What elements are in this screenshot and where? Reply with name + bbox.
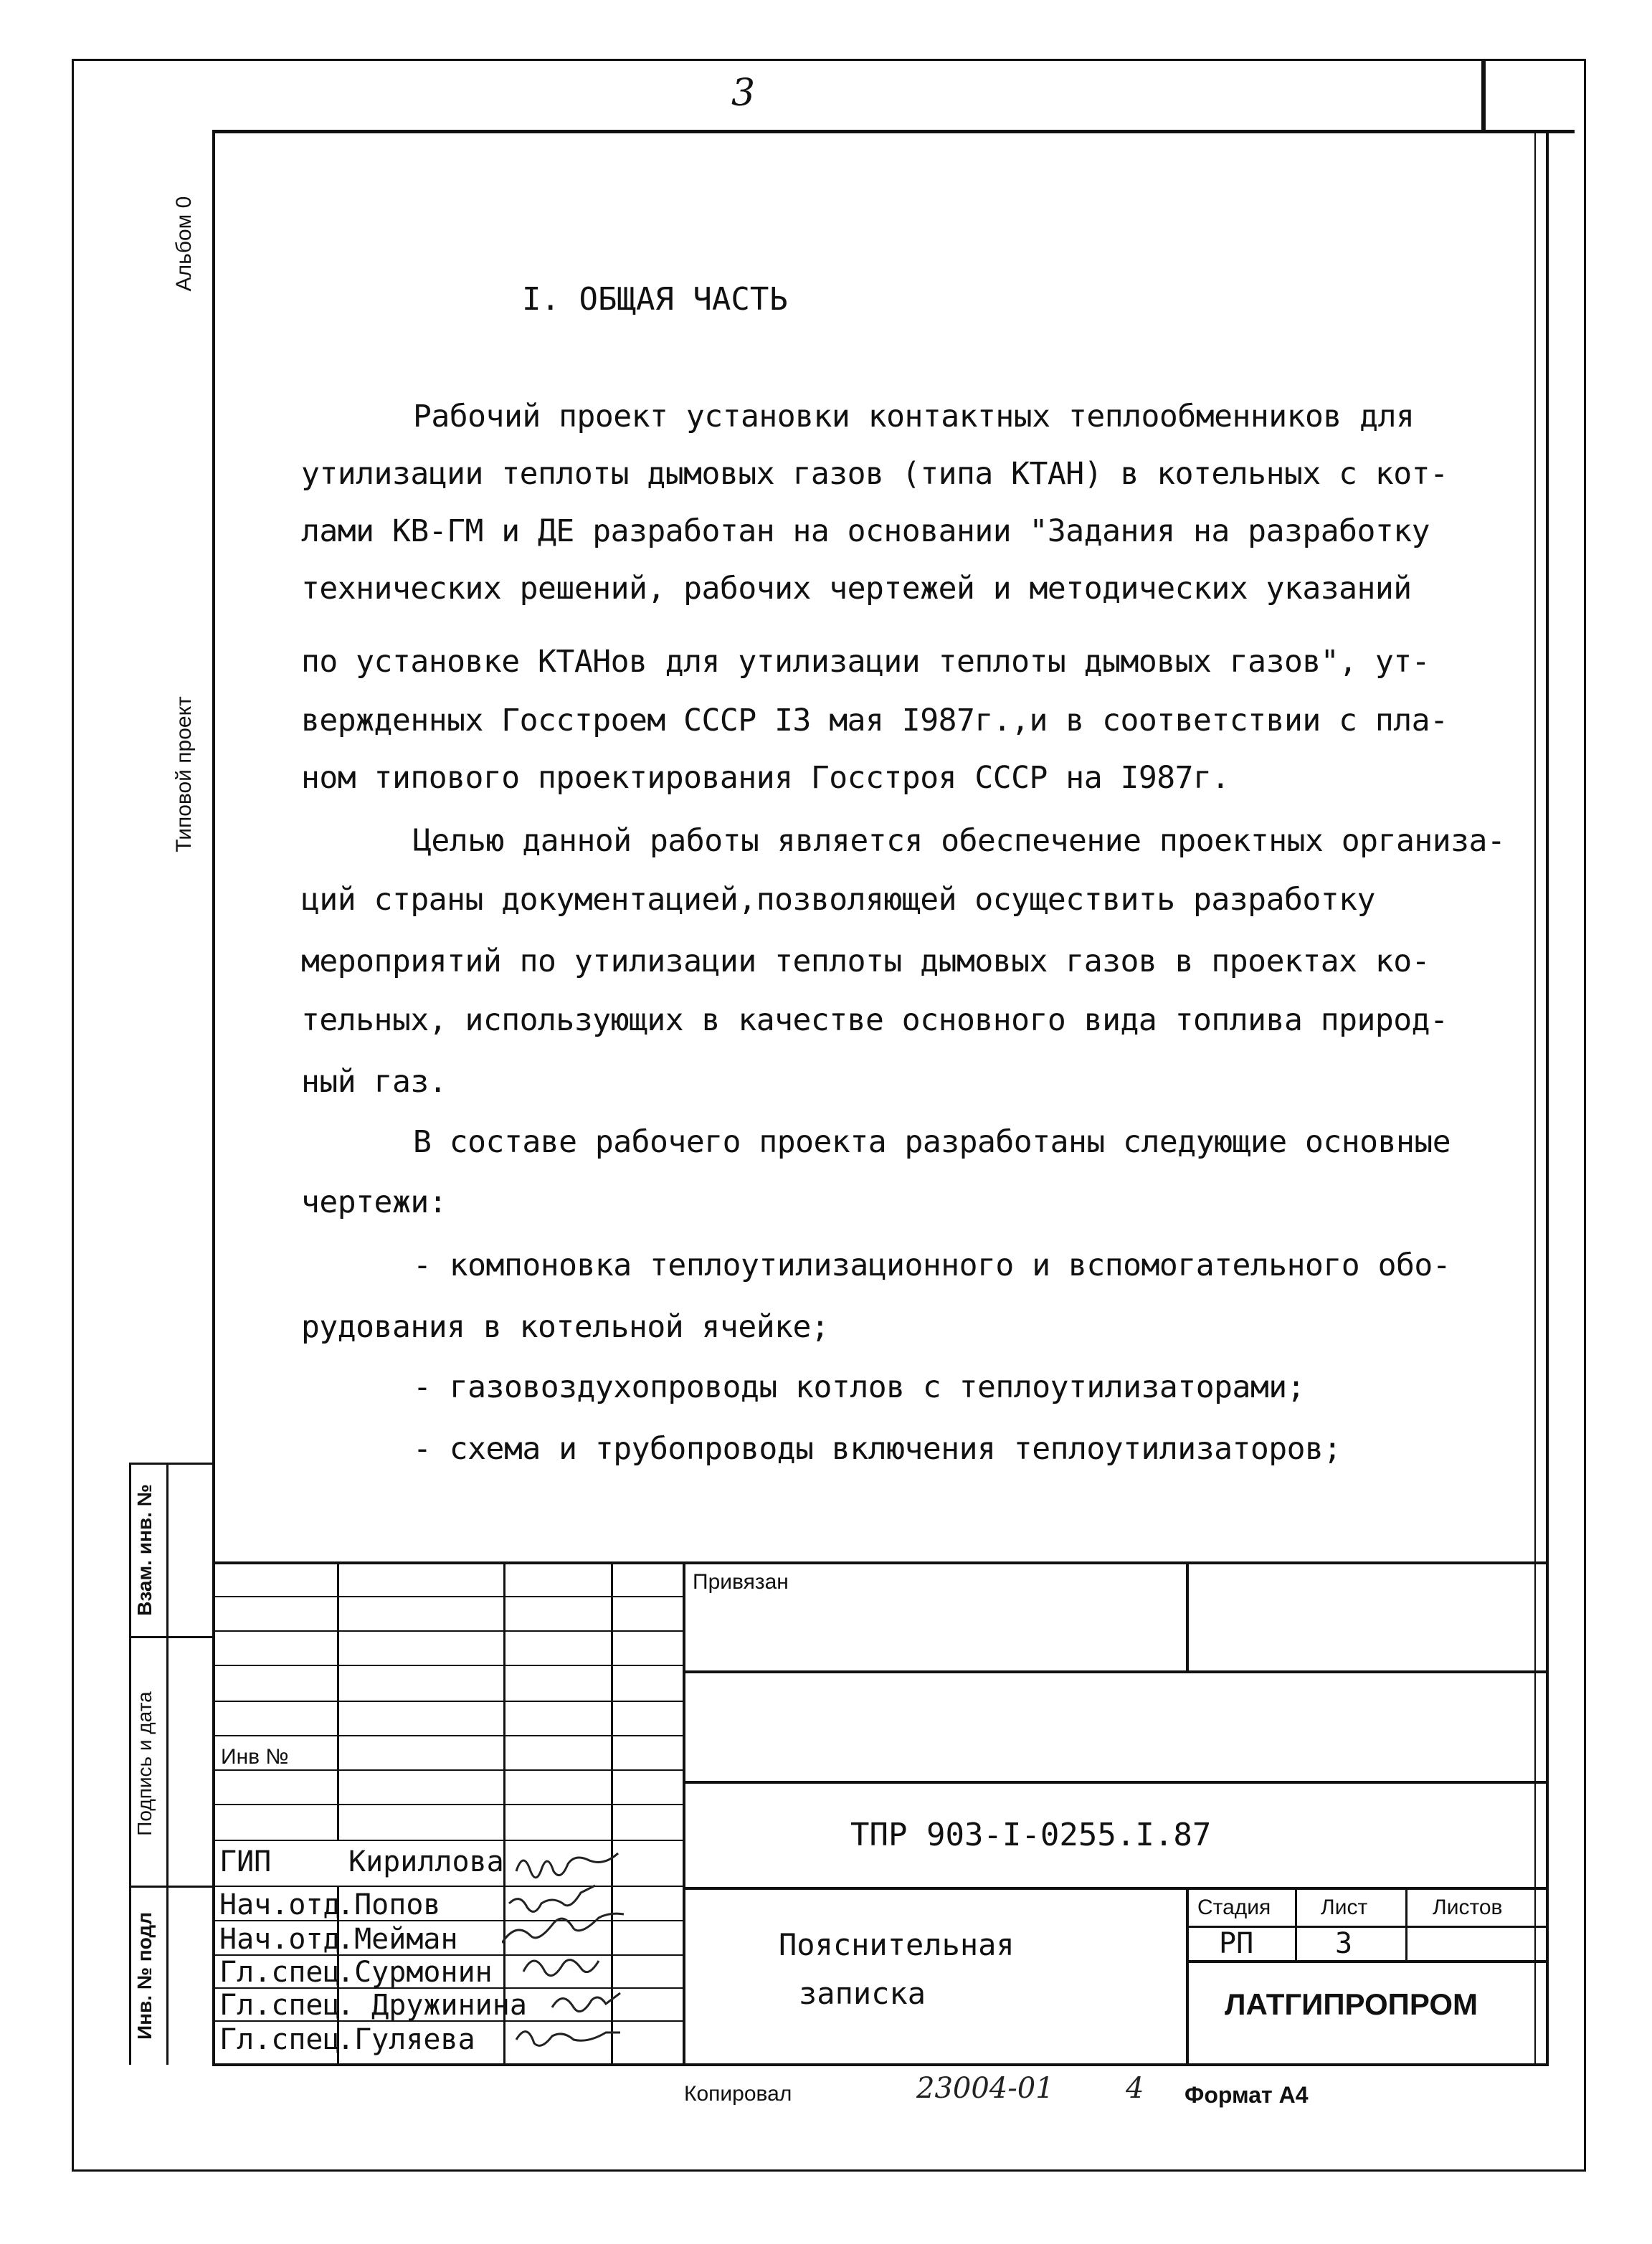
stamp-col-left bbox=[129, 1463, 131, 2065]
tb-stage-h2 bbox=[1186, 1960, 1549, 1963]
tb-h-code-top bbox=[683, 1781, 1549, 1784]
page-number: 3 bbox=[731, 72, 756, 115]
body-line: - компоновка теплоутилизационного и вспомогательного обо- bbox=[413, 1247, 1451, 1283]
body-line: В составе рабочего проекта разработаны следующие основные bbox=[413, 1124, 1451, 1160]
staff-name: .Мейман bbox=[337, 1923, 458, 1956]
list-label: Лист bbox=[1321, 1896, 1368, 1919]
stamp-top bbox=[129, 1463, 214, 1465]
body-line: Рабочий проект установки контактных теплообменников для bbox=[413, 399, 1415, 434]
body-line: по установке КТАНов для утилизации теплоты дымовых газов", ут- bbox=[301, 644, 1430, 680]
side-label-inv-podl: Инв. № подл bbox=[133, 1912, 156, 2040]
tb-grid-h bbox=[212, 1630, 685, 1632]
copy-number: 23004-01 bbox=[916, 2072, 1054, 2105]
side-label-vzam-inv: Взам. инв. № bbox=[133, 1484, 156, 1616]
doc-title-line-2: записка bbox=[799, 1976, 926, 2011]
staff-role: ГИП bbox=[219, 1845, 272, 1878]
signature-scribbles bbox=[502, 1843, 688, 2072]
signature bbox=[523, 1960, 599, 1976]
outer-frame-left bbox=[72, 59, 74, 2171]
inner-frame-bottom bbox=[212, 2063, 1549, 2066]
doc-code: ТПР 903-I-0255.I.87 bbox=[850, 1817, 1212, 1853]
body-line: тельных, использующих в качестве основного вида топлива природ- bbox=[301, 1002, 1448, 1038]
tb-privyazan-divider bbox=[1186, 1561, 1189, 1672]
signature bbox=[502, 1913, 624, 1943]
staff-name: Кириллова bbox=[348, 1845, 504, 1878]
copy-sheet: 4 bbox=[1126, 2072, 1144, 2105]
body-line: лами КВ-ГМ и ДЕ разработан на основании "Задания на разработку bbox=[301, 513, 1430, 549]
staff-role: Гл.спец bbox=[219, 1989, 341, 2022]
tb-grid-h bbox=[212, 1701, 685, 1702]
tb-stage-v1 bbox=[1295, 1887, 1297, 1962]
body-line: ций страны документацией,позволяющей осуществить разработку bbox=[301, 882, 1375, 918]
body-line: - схема и трубопроводы включения теплоутилизаторов; bbox=[413, 1431, 1342, 1467]
signature bbox=[516, 1853, 618, 1878]
tb-h-privyazan bbox=[683, 1670, 1549, 1673]
body-line: Целью данной работы является обеспечение проектных организа- bbox=[413, 823, 1506, 859]
listov-label: Листов bbox=[1433, 1896, 1503, 1919]
body-line: технических решений, рабочих чертежей и методических указаний bbox=[301, 571, 1412, 607]
outer-frame-bottom bbox=[72, 2169, 1586, 2172]
inner-frame-top bbox=[212, 130, 1575, 133]
inner-frame-left bbox=[212, 130, 215, 2065]
staff-name: .Попов bbox=[337, 1888, 441, 1921]
outer-frame-top bbox=[72, 59, 1586, 61]
side-label-album: Альбом 0 bbox=[172, 196, 196, 292]
tb-grid-h bbox=[212, 1665, 685, 1666]
staff-role: Нач.отд bbox=[219, 1888, 341, 1921]
body-line: - газовоздухопроводы котлов с теплоутилизаторами; bbox=[413, 1369, 1306, 1405]
staff-name: . Дружинина bbox=[337, 1989, 527, 2022]
tb-h-code-bottom bbox=[683, 1887, 1549, 1890]
tb-top bbox=[212, 1561, 1549, 1564]
body-line: утилизации теплоты дымовых газов (типа КТАН) в котельных с кот- bbox=[301, 456, 1448, 492]
stadiya-label: Стадия bbox=[1197, 1896, 1271, 1919]
body-line: вержденных Госстроем СССР I3 мая I987г.,и в соответствии с пла- bbox=[301, 703, 1448, 738]
signature bbox=[516, 2032, 620, 2046]
tb-grid-h bbox=[212, 1735, 685, 1736]
format-label: Формат А4 bbox=[1185, 2082, 1309, 2108]
staff-role: Нач.отд bbox=[219, 1923, 341, 1956]
outer-frame-right bbox=[1584, 59, 1586, 2171]
body-line: чертежи: bbox=[301, 1184, 447, 1220]
stamp-div-2 bbox=[129, 1886, 214, 1888]
doc-title-line-1: Пояснительная bbox=[779, 1927, 1015, 1962]
inner-frame-right bbox=[1546, 130, 1549, 2065]
tb-stage-v2 bbox=[1405, 1887, 1407, 1962]
organization-name: ЛАТГИПРОПРОМ bbox=[1225, 1987, 1478, 2021]
body-line: ный газ. bbox=[301, 1064, 447, 1100]
inner-frame-right-edge bbox=[1534, 130, 1536, 2065]
kopiroval-label: Копировал bbox=[684, 2082, 792, 2106]
staff-name: .Сурмонин bbox=[337, 1956, 493, 1989]
side-label-project-type: Типовой проект bbox=[172, 696, 196, 852]
page-number-divider bbox=[1481, 59, 1486, 132]
signature bbox=[509, 1886, 595, 1911]
body-line: рудования в котельной ячейке; bbox=[301, 1309, 830, 1345]
tb-grid-h bbox=[212, 1840, 685, 1841]
tb-grid-h bbox=[212, 1769, 685, 1771]
signature bbox=[552, 1993, 620, 2012]
body-line: ном типового проектирования Госстроя СССР на I987г. bbox=[301, 760, 1230, 796]
section-title: I. ОБЩАЯ ЧАСТЬ bbox=[522, 281, 788, 318]
staff-name: .Гуляева bbox=[337, 2023, 475, 2056]
side-label-podpis-data: Подпись и дата bbox=[133, 1691, 156, 1836]
stadiya-value: РП bbox=[1219, 1927, 1254, 1960]
body-line: мероприятий по утилизации теплоты дымовых газов в проектах ко- bbox=[301, 943, 1430, 979]
tb-grid-h bbox=[212, 1596, 685, 1597]
staff-role: Гл.спец bbox=[219, 2023, 341, 2056]
stamp-div-1 bbox=[129, 1636, 214, 1638]
tb-stage-left bbox=[1186, 1887, 1189, 2066]
stamp-col-right bbox=[166, 1463, 168, 2065]
staff-role: Гл.спец bbox=[219, 1956, 341, 1989]
list-value: 3 bbox=[1335, 1927, 1353, 1960]
privyazan-label: Привязан bbox=[693, 1570, 789, 1594]
tb-grid-h bbox=[212, 1804, 685, 1805]
inv-no-label: Инв № bbox=[221, 1745, 289, 1769]
